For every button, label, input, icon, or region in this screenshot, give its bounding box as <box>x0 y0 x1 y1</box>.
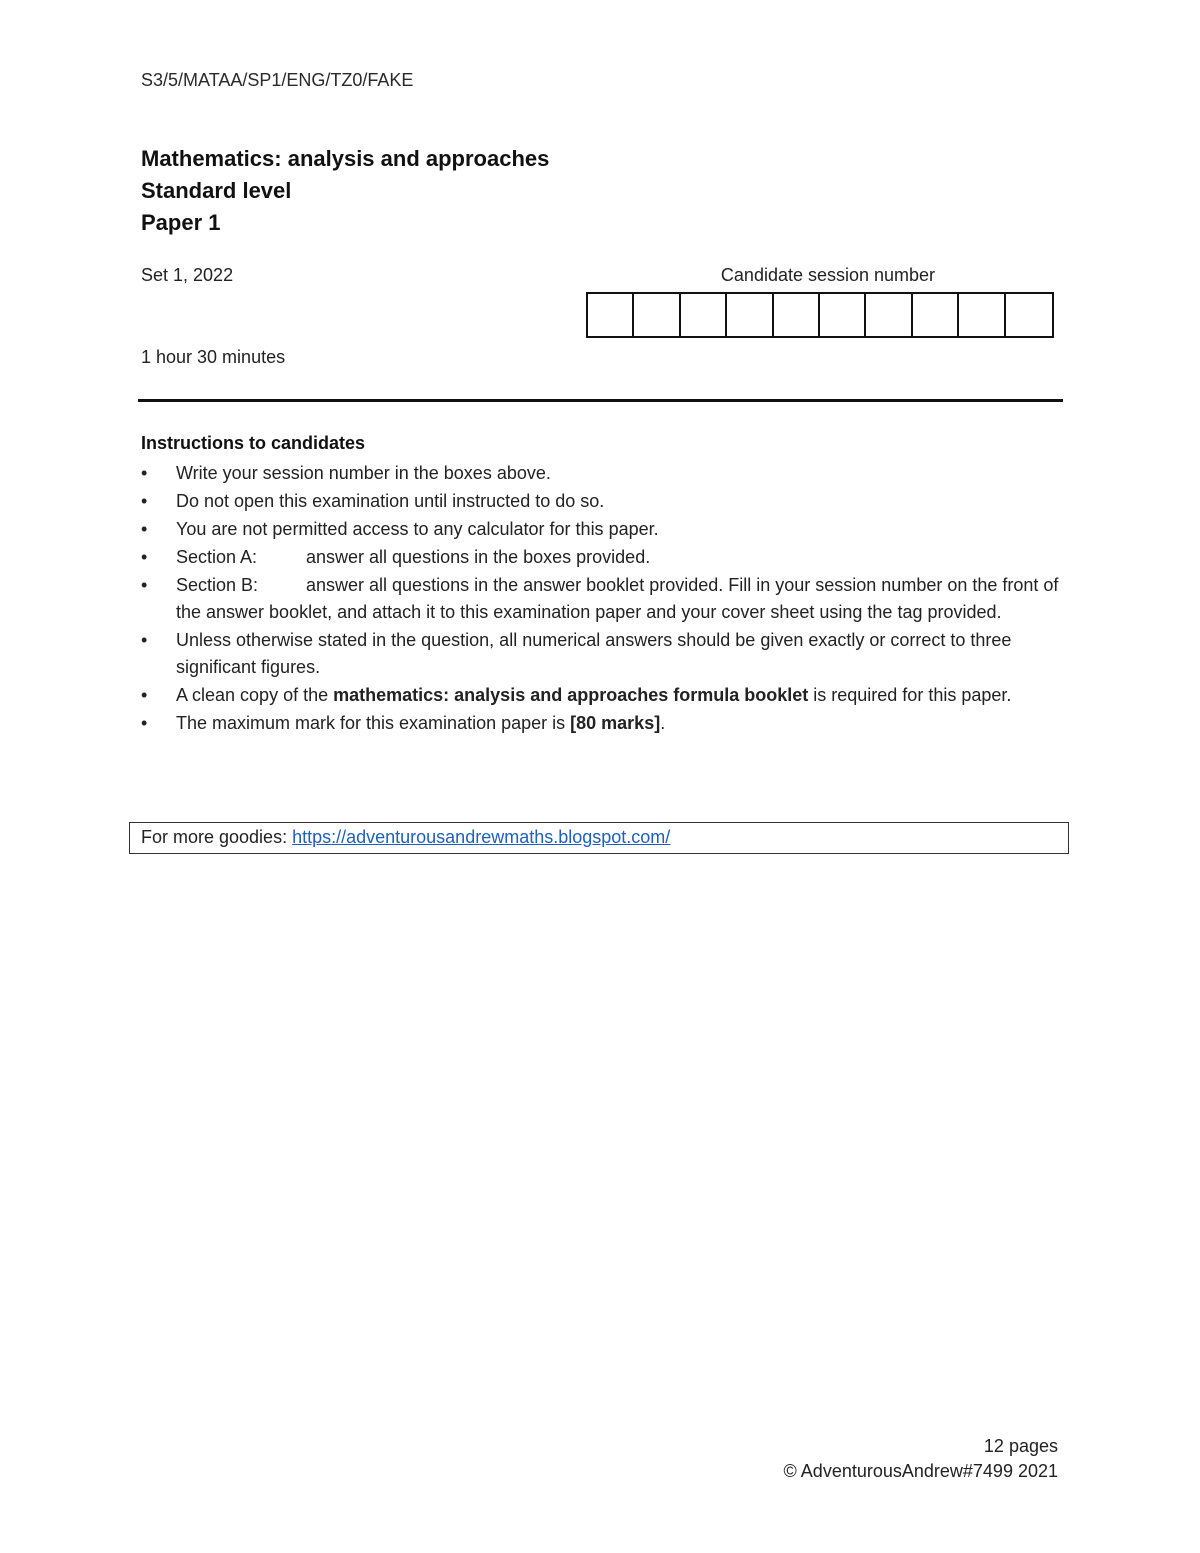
exam-duration: 1 hour 30 minutes <box>141 347 286 367</box>
session-number-box[interactable] <box>634 294 680 336</box>
list-item: • The maximum mark for this examination paper is [80 marks]. <box>141 710 1061 737</box>
session-number-box[interactable] <box>866 294 912 336</box>
formula-booklet-name: mathematics: analysis and approaches formula booklet <box>333 685 809 705</box>
bullet-icon: • <box>141 575 148 595</box>
session-number-box[interactable] <box>820 294 866 336</box>
list-item: • Unless otherwise stated in the question, all numerical answers should be given exactly or correct to three significant figures. <box>141 627 1061 681</box>
paper-title <box>141 143 549 239</box>
max-marks: [80 marks] <box>570 713 661 733</box>
bullet-icon: • <box>141 491 148 511</box>
section-a-label: Section A: <box>176 547 258 567</box>
paper-code: S3/5/MATAA/SP1/ENG/TZ0/FAKE <box>141 70 414 90</box>
bullet-icon: • <box>141 685 148 705</box>
list-item: • A clean copy of the mathematics: analysis and approaches formula booklet is required for this paper. <box>141 682 1061 709</box>
goodies-box <box>129 822 1069 854</box>
list-item: • Write your session number in the boxes above. <box>141 460 1061 487</box>
goodies-link[interactable]: https://adventurousandrewmaths.blogspot.com/ <box>292 827 671 847</box>
exam-set: Set 1, 2022 <box>141 265 234 285</box>
header-divider <box>138 399 1063 402</box>
goodies-label: For more goodies: <box>141 827 293 847</box>
bullet-icon: • <box>141 519 148 539</box>
bullet-icon: • <box>141 463 148 483</box>
candidate-session-boxes <box>586 292 1054 338</box>
title-paper: Paper 1 <box>141 210 221 235</box>
session-number-box[interactable] <box>959 294 1005 336</box>
session-number-box[interactable] <box>774 294 820 336</box>
list-item: • Section B: answer all questions in the answer booklet provided. Fill in your session number on the front of the answer booklet, and attach it to this examination paper and your cover sheet using the tag provided. <box>141 572 1061 626</box>
page-count: 12 pages <box>983 1436 1058 1456</box>
session-number-box[interactable] <box>1006 294 1052 336</box>
title-level: Standard level <box>141 178 292 203</box>
instructions-heading: Instructions to candidates <box>141 433 366 453</box>
title-subject: Mathematics: analysis and approaches <box>141 146 550 171</box>
bullet-icon: • <box>141 713 148 733</box>
bullet-icon: • <box>141 547 148 567</box>
session-number-box[interactable] <box>681 294 727 336</box>
candidate-session-label: Candidate session number <box>720 265 936 285</box>
session-number-box[interactable] <box>913 294 959 336</box>
list-item: • You are not permitted access to any calculator for this paper. <box>141 516 1061 543</box>
session-number-box[interactable] <box>727 294 773 336</box>
section-b-label: Section B: <box>176 575 259 595</box>
list-item: • Do not open this examination until instructed to do so. <box>141 488 1061 515</box>
instructions-list <box>141 460 1061 738</box>
copyright-notice: © AdventurousAndrew#7499 2021 <box>783 1461 1058 1481</box>
bullet-icon: • <box>141 630 148 650</box>
list-item: • Section A: answer all questions in the boxes provided. <box>141 544 1061 571</box>
session-number-box[interactable] <box>588 294 634 336</box>
